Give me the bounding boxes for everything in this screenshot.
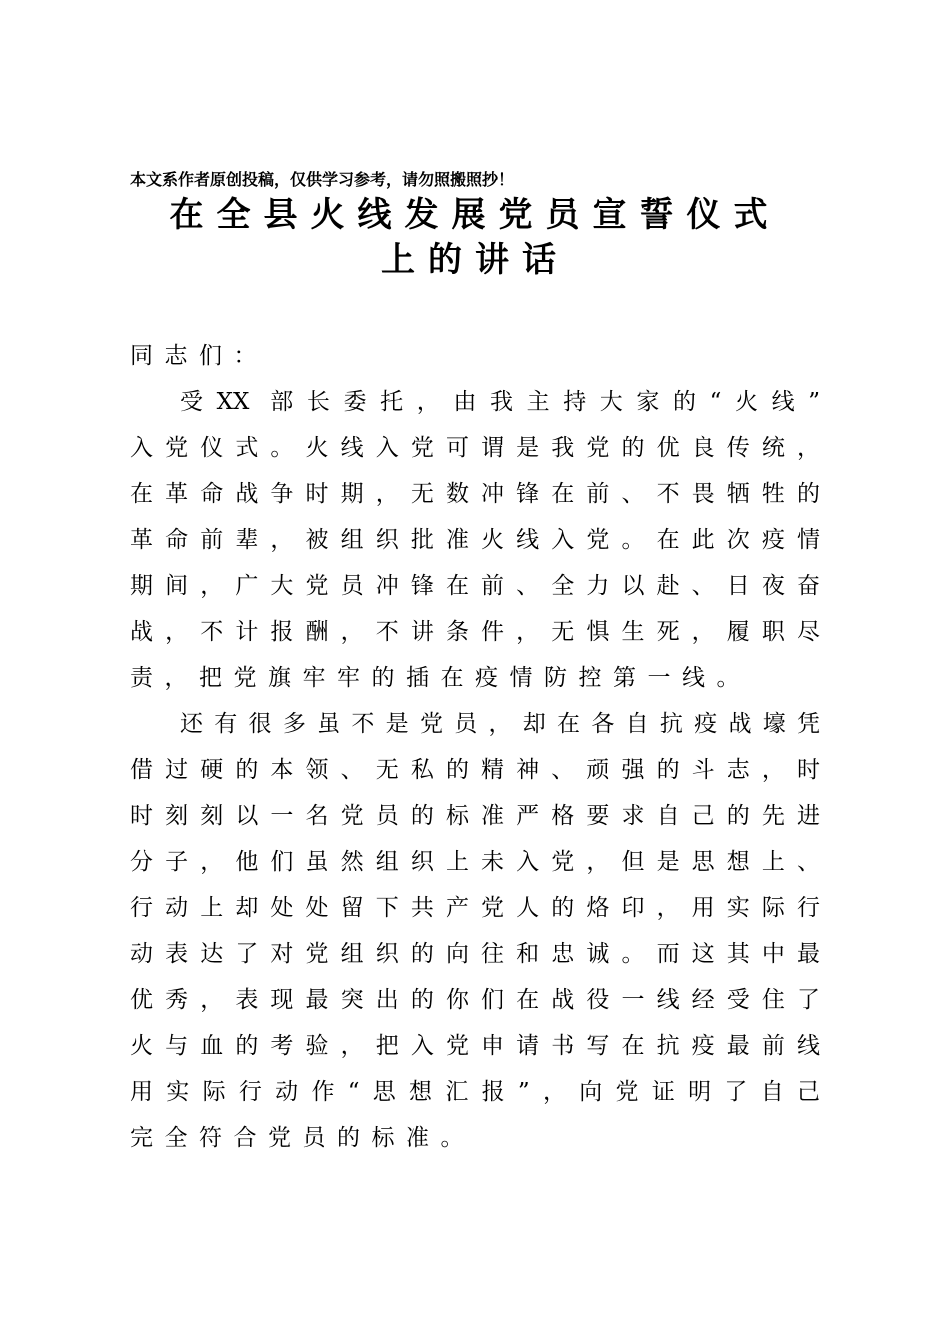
page-title-line-2: 上的讲话 <box>381 240 569 280</box>
body-line: 受XX 部长委托，由我主持大家的“火线” <box>180 389 820 415</box>
body-line: 期间，广大党员冲锋在前、全力以赴、日夜奋 <box>130 573 820 599</box>
body-line: 在革命战争时期，无数冲锋在前、不畏牺牲的 <box>130 481 820 507</box>
body-line: 优秀，表现最突出的你们在战役一线经受住了 <box>130 987 820 1013</box>
body-line: 战，不计报酬，不讲条件，无惧生死，履职尽 <box>130 619 820 645</box>
body-line: 动表达了对党组织的向往和忠诚。而这其中最 <box>130 941 820 967</box>
copyright-notice: 本文系作者原创投稿，仅供学习参考，请勿照搬照抄！ <box>130 170 515 189</box>
salutation: 同志们： <box>130 343 268 369</box>
body-line: 入党仪式。火线入党可谓是我党的优良传统， <box>130 435 820 461</box>
body-line: 行动上却处处留下共产党人的烙印，用实际行 <box>130 895 820 921</box>
body-line: 分子，他们虽然组织上未入党，但是思想上、 <box>130 849 820 875</box>
body-line: 火与血的考验，把入党申请书写在抗疫最前线 <box>130 1033 820 1059</box>
body-line: 用实际行动作“思想汇报”，向党证明了自己 <box>130 1079 820 1105</box>
page-title-line-1: 在全县火线发展党员宣誓仪式 <box>169 195 781 235</box>
body-line: 还有很多虽不是党员，却在各自抗疫战壕凭 <box>180 711 820 737</box>
body-line: 完全符合党员的标准。 <box>130 1125 475 1151</box>
body-line: 时刻刻以一名党员的标准严格要求自己的先进 <box>130 803 820 829</box>
body-line: 责，把党旗牢牢的插在疫情防控第一线。 <box>130 665 751 691</box>
body-line: 革命前辈，被组织批准火线入党。在此次疫情 <box>130 527 820 553</box>
body-line: 借过硬的本领、无私的精神、顽强的斗志，时 <box>130 757 820 783</box>
